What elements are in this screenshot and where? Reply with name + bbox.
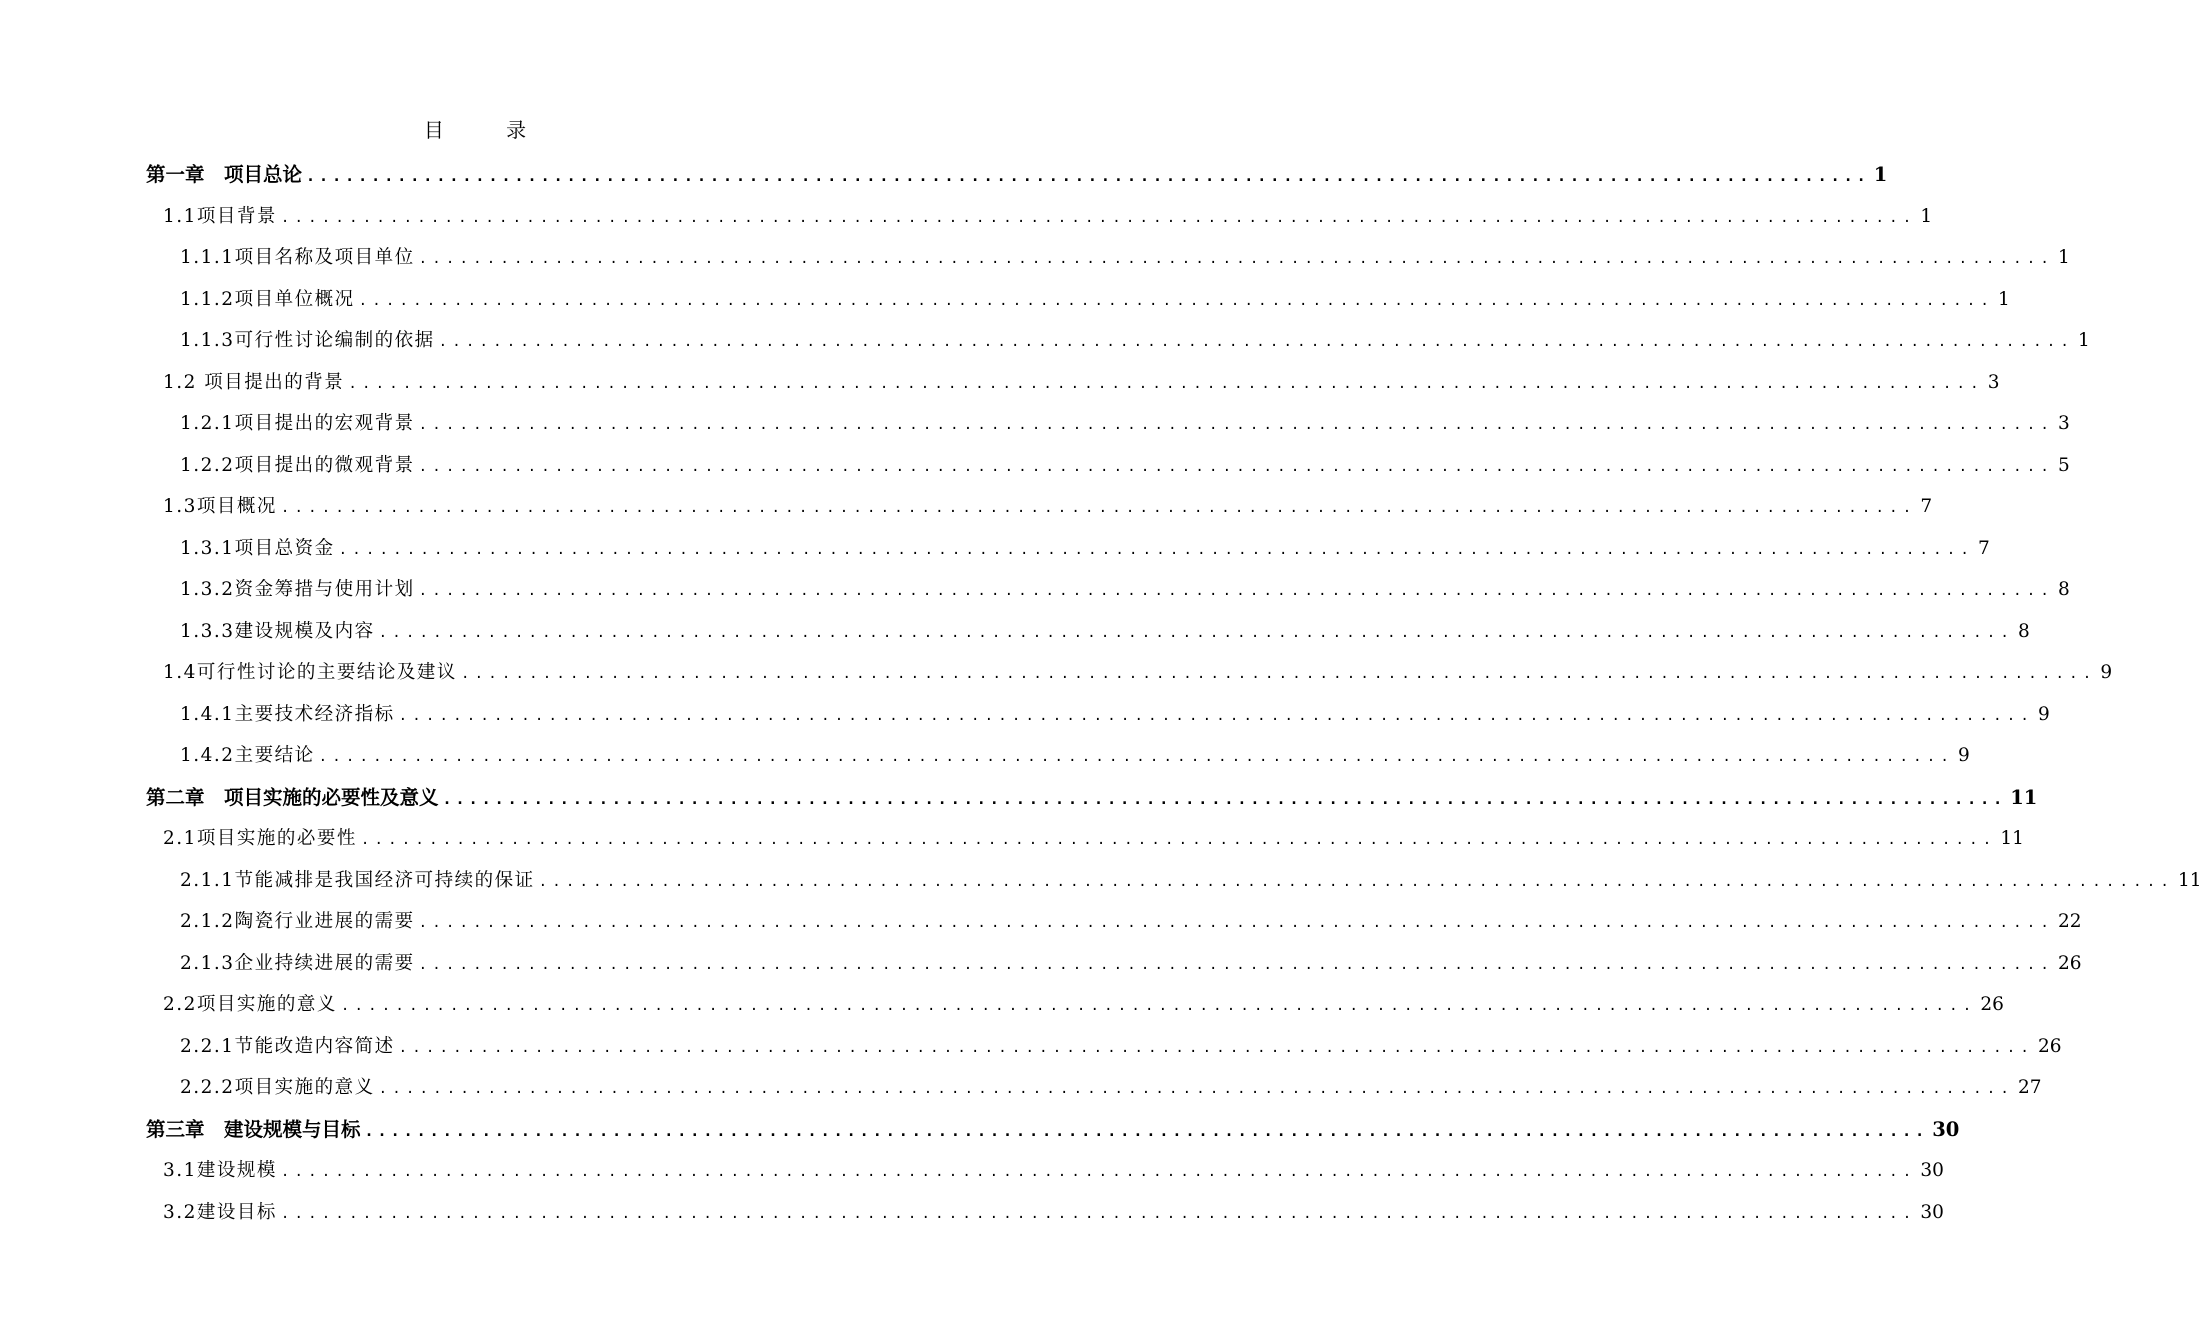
- dot-leader: ........................................................................................................................: [280, 209, 1917, 226]
- dot-leader: ........................................................................................................................: [418, 417, 2055, 433]
- toc-entry-label: 第二章 项目实施的必要性及意义: [146, 785, 439, 809]
- toc-entry-label: 2.1.1节能减排是我国经济可持续的保证: [180, 869, 535, 891]
- dot-leader: ........................................................................................................................: [378, 1081, 2015, 1097]
- toc-entry-page: 1: [2078, 330, 2090, 351]
- toc-entry-label: 2.2项目实施的意义: [163, 994, 337, 1015]
- dot-leader: ........................................................................................................................: [358, 292, 1995, 309]
- toc-entry-label: 1.1.2项目单位概况: [180, 288, 355, 310]
- toc-entry-section[interactable]: [146, 1150, 1944, 1192]
- toc-entry-label: 1.3.1项目总资金: [180, 537, 335, 559]
- dot-leader: ........................................................................................................................: [460, 666, 2097, 682]
- dot-leader: ........................................................................................................................: [306, 167, 1870, 185]
- dot-leader: ........................................................................................................................: [538, 873, 2175, 890]
- toc-entry-label: 1.3项目概况: [163, 496, 277, 517]
- toc-entry-label: 1.2.2项目提出的微观背景: [180, 454, 415, 476]
- toc-entry-label: 2.2.2项目实施的意义: [180, 1077, 375, 1098]
- toc-entry-subsection[interactable]: [146, 237, 2070, 279]
- toc-entry-page: 1: [1920, 205, 1933, 227]
- dot-leader: ........................................................................................................................: [348, 375, 1984, 392]
- dot-leader: ........................................................................................................................: [398, 1039, 2035, 1056]
- toc-entry-subsection[interactable]: [146, 569, 2070, 611]
- toc-entry-label: 1.4.1主要技术经济指标: [180, 703, 395, 725]
- toc-entry-page: 11: [2010, 785, 2038, 809]
- toc-entry-page: 1: [1873, 163, 1888, 186]
- dot-leader: ........................................................................................................................: [438, 334, 2075, 350]
- dot-leader: ........................................................................................................................: [340, 998, 1977, 1014]
- toc-entry-subsection[interactable]: [146, 528, 1990, 570]
- dot-leader: ........................................................................................................................: [418, 251, 2055, 267]
- toc-entry-subsection[interactable]: [146, 943, 2082, 985]
- toc-entry-section[interactable]: [146, 362, 2000, 404]
- toc-entry-label: 1.2.1项目提出的宏观背景: [180, 413, 415, 434]
- toc-entry-label: 1.1.1项目名称及项目单位: [180, 247, 415, 268]
- toc-entry-label: 2.1项目实施的必要性: [163, 828, 357, 849]
- toc-entry-subsection[interactable]: [146, 279, 2010, 321]
- dot-leader: ........................................................................................................................: [280, 1164, 1917, 1180]
- toc-entry-page: 26: [1980, 994, 2004, 1015]
- toc-entry-chapter[interactable]: [146, 1109, 1960, 1151]
- toc-entry-page: 30: [1920, 1201, 1944, 1223]
- toc-entry-page: 9: [1958, 745, 1970, 766]
- toc-entry-page: 9: [2100, 662, 2113, 683]
- toc-entry-subsection[interactable]: [146, 320, 2090, 362]
- toc-entry-subsection[interactable]: [146, 735, 1970, 777]
- toc-entry-page: 8: [2058, 579, 2070, 600]
- toc-entry-subsection[interactable]: [146, 611, 2030, 653]
- toc-entry-page: 5: [2058, 454, 2070, 476]
- toc-entry-label: 1.3.2资金筹措与使用计划: [180, 579, 415, 600]
- dot-leader: ........................................................................................................................: [318, 749, 1955, 765]
- toc-entry-page: 8: [2018, 620, 2030, 642]
- toc-entry-label: 1.4.2主要结论: [180, 745, 315, 766]
- toc-entry-label: 2.1.3企业持续进展的需要: [180, 952, 415, 974]
- toc-entry-chapter[interactable]: [146, 777, 2038, 819]
- toc-entry-label: 第一章 项目总论: [146, 163, 303, 186]
- toc-entry-label: 1.4可行性讨论的主要结论及建议: [163, 662, 457, 683]
- dot-leader: ........................................................................................................................: [418, 583, 2055, 599]
- toc-entry-label: 3.1建设规模: [163, 1160, 277, 1181]
- toc-title: 目 录: [423, 118, 555, 142]
- toc-entry-page: 9: [2038, 703, 2050, 725]
- toc-entry-subsection[interactable]: [146, 694, 2050, 736]
- toc-entry-section[interactable]: [146, 984, 2004, 1026]
- toc-entry-label: 1.1项目背景: [163, 205, 277, 227]
- toc-entry-subsection[interactable]: [146, 1067, 2042, 1109]
- toc-entry-subsection[interactable]: [146, 901, 2082, 943]
- toc-entry-subsection[interactable]: [146, 403, 2070, 445]
- toc-entry-subsection[interactable]: [146, 860, 2202, 902]
- dot-leader: ........................................................................................................................: [280, 500, 1917, 516]
- dot-leader: ........................................................................................................................: [280, 1205, 1917, 1222]
- toc-entry-page: 3: [2058, 413, 2070, 434]
- toc-entry-subsection[interactable]: [146, 445, 2070, 487]
- dot-leader: ........................................................................................................................: [418, 915, 2055, 931]
- dot-leader: ........................................................................................................................: [418, 956, 2055, 973]
- toc-entry-label: 第三章 建设规模与目标: [146, 1117, 361, 1141]
- toc-entry-page: 3: [1987, 371, 2000, 393]
- dot-leader: ........................................................................................................................: [398, 707, 2035, 724]
- toc-entry-section[interactable]: [146, 196, 1933, 238]
- toc-entry-page: 26: [2038, 1035, 2062, 1057]
- dot-leader: ........................................................................................................................: [418, 458, 2055, 475]
- dot-leader: ........................................................................................................................: [364, 1121, 1929, 1140]
- toc-entry-section[interactable]: [146, 652, 2113, 694]
- toc-entry-label: 2.2.1节能改造内容简述: [180, 1035, 395, 1057]
- toc-entry-page: 26: [2058, 952, 2082, 974]
- toc-entry-label: 1.1.3可行性讨论编制的依据: [180, 330, 435, 351]
- toc-entry-chapter[interactable]: [146, 154, 1888, 196]
- table-of-contents: [146, 154, 2202, 1233]
- toc-entry-section[interactable]: [146, 486, 1933, 528]
- toc-entry-page: 1: [2058, 247, 2070, 268]
- toc-entry-page: 22: [2058, 911, 2082, 932]
- toc-entry-section[interactable]: [146, 1192, 1944, 1234]
- toc-entry-label: 1.2 项目提出的背景: [163, 371, 345, 393]
- toc-entry-page: 7: [1920, 496, 1933, 517]
- toc-entry-page: 27: [2018, 1077, 2042, 1098]
- toc-entry-label: 2.1.2陶瓷行业进展的需要: [180, 911, 415, 932]
- toc-entry-page: 7: [1978, 537, 1990, 559]
- dot-leader: ........................................................................................................................: [338, 541, 1975, 558]
- toc-entry-label: 1.3.3建设规模及内容: [180, 620, 375, 642]
- toc-entry-page: 11: [2000, 828, 2024, 849]
- toc-entry-page: 11: [2178, 869, 2202, 891]
- dot-leader: ........................................................................................................................: [360, 832, 1997, 848]
- dot-leader: ........................................................................................................................: [442, 789, 2007, 808]
- toc-entry-page: 30: [1920, 1160, 1944, 1181]
- toc-entry-page: 1: [1998, 288, 2010, 310]
- toc-entry-label: 3.2建设目标: [163, 1201, 277, 1223]
- dot-leader: ........................................................................................................................: [378, 624, 2015, 641]
- toc-entry-subsection[interactable]: [146, 1026, 2062, 1068]
- toc-entry-page: 30: [1932, 1117, 1960, 1141]
- toc-entry-section[interactable]: [146, 818, 2024, 860]
